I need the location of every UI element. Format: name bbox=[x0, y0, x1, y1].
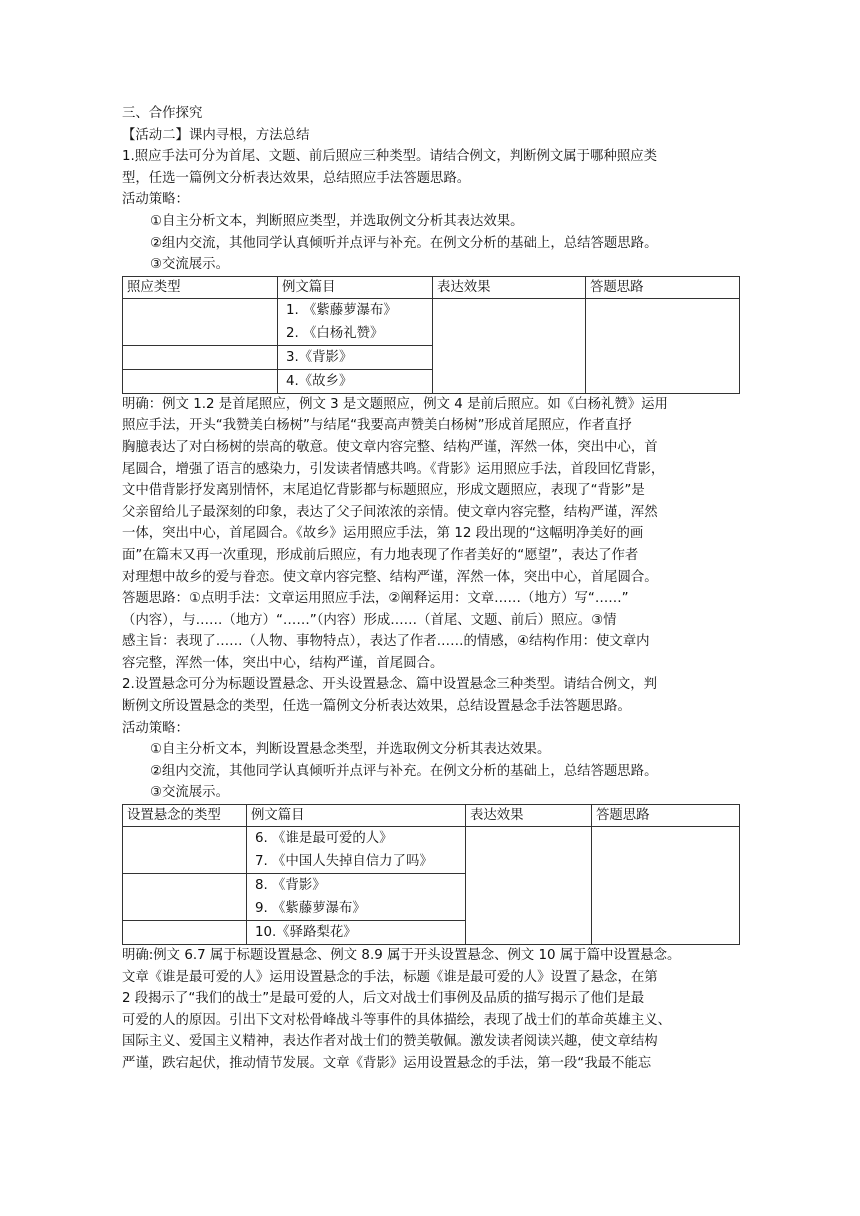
table-header: 照应类型 bbox=[123, 276, 278, 298]
q1-answer-line: 文中借背影抒发离别情怀，末尾追忆背影都与标题照应，形成文题照应，表现了“背影”是 bbox=[122, 483, 645, 499]
q1-answer-line: 尾圆合，增强了语言的感染力，引发读者情感共鸣。《背影》运用照应手法，首段回忆背影， bbox=[122, 461, 665, 477]
q2-answer-line: 文章《谁是最可爱的人》运用设置悬念的手法，标题《谁是最可爱的人》设置了悬念，在第 bbox=[122, 969, 658, 985]
table-header: 设置悬念的类型 bbox=[123, 805, 247, 827]
table-cell bbox=[247, 874, 466, 921]
table-item: 3.《背影》 bbox=[286, 349, 353, 365]
table-cell bbox=[278, 345, 433, 369]
table-item: 4.《故乡》 bbox=[286, 373, 353, 389]
q1-answer-line: 一体，突出中心，首尾圆合。《故乡》运用照应手法，第 12 段出现的“这幅明净美好的画 bbox=[122, 526, 644, 542]
q1-answer-line: 父亲留给儿子最深刻的印象，表达了父子间浓浓的亲情。使文章内容完整，结构严谨，浑然 bbox=[122, 504, 658, 520]
table-cell bbox=[123, 921, 247, 945]
q1-answer-line: 面”在篇末又再一次重现，形成前后照应，有力地表现了作者美好的“愿望”，表达了作者 bbox=[122, 547, 639, 563]
table-cell bbox=[123, 827, 247, 874]
table-cell bbox=[123, 345, 278, 369]
table-cell bbox=[123, 298, 278, 345]
q1-table bbox=[122, 276, 740, 394]
section-title: 三、合作探究 bbox=[122, 106, 203, 121]
q2-table bbox=[122, 804, 740, 945]
q1-answer-line: 照应手法，开头“我赞美白杨树”与结尾“我要高声赞美白杨树”形成首尾照应，作者直抒 bbox=[122, 418, 632, 434]
q1-answer-line: 答题思路：①点明手法：文章运用照应手法，②阐释运用：文章……（地方）写“……” bbox=[122, 591, 629, 607]
q2-strategy: ③交流展示。 bbox=[150, 785, 229, 801]
table-cell bbox=[247, 921, 466, 945]
activity-title: 【活动二】课内寻根，方法总结 bbox=[122, 127, 310, 143]
table-cell bbox=[466, 827, 592, 945]
q2-answer-line: 可爱的人的原因。引出下文对松骨峰战斗等事件的具体描绘，表现了战士们的革命英雄主义、 bbox=[122, 1012, 672, 1028]
table-item: 1. 《紫藤萝瀑布》 bbox=[286, 302, 397, 318]
table-header: 答题思路 bbox=[592, 805, 740, 827]
q2-line: 2.设置悬念可分为标题设置悬念、开头设置悬念、篇中设置悬念三种类型。请结合例文，判 bbox=[122, 677, 658, 693]
table-item: 6. 《谁是最可爱的人》 bbox=[255, 831, 393, 847]
table-cell bbox=[123, 369, 278, 393]
q2-answer-line: 2 段揭示了“我们的战士”是最可爱的人，后文对战士们事例及品质的描写揭示了他们是最 bbox=[122, 991, 645, 1007]
table-item: 9. 《紫藤萝瀑布》 bbox=[255, 901, 366, 917]
q2-strategy: ①自主分析文本，判断设置悬念类型，并选取例文分析其表达效果。 bbox=[150, 742, 551, 758]
table-cell bbox=[278, 298, 433, 345]
table-item: 10.《驿路梨花》 bbox=[255, 925, 357, 941]
table-cell bbox=[247, 827, 466, 874]
table-header: 表达效果 bbox=[466, 805, 592, 827]
q1-line: 1.照应手法可分为首尾、文题、前后照应三种类型。请结合例文，判断例文属于哪种照应类 bbox=[122, 149, 658, 165]
table-cell bbox=[586, 298, 740, 393]
q2-strategy-label: 活动策略： bbox=[122, 720, 189, 736]
table-item: 8. 《背影》 bbox=[255, 878, 326, 894]
q1-strategy: ①自主分析文本，判断照应类型，并选取例文分析其表达效果。 bbox=[150, 213, 524, 229]
q1-answer-line: 胸臆表达了对白杨树的崇高的敬意。使文章内容完整、结构严谨，浑然一体，突出中心，首 bbox=[122, 439, 658, 455]
q2-answer-line: 严谨，跌宕起伏，推动情节发展。文章《背影》运用设置悬念的手法，第一段“我最不能忘 bbox=[122, 1056, 652, 1071]
table-cell bbox=[433, 298, 586, 393]
q1-answer-line: 对理想中故乡的爱与眷恋。使文章内容完整、结构严谨，浑然一体，突出中心，首尾圆合。 bbox=[122, 569, 658, 585]
table-item: 7. 《中国人失掉自信力了吗》 bbox=[255, 854, 433, 870]
q2-answer-line: 明确:例文 6.7 属于标题设置悬念、例文 8.9 属于开头设置悬念、例文 10 属于篇中设置悬念。 bbox=[122, 948, 681, 964]
document-page bbox=[122, 103, 740, 1075]
table-header: 答题思路 bbox=[586, 276, 740, 298]
table-header: 例文篇目 bbox=[247, 805, 466, 827]
q1-strategy: ②组内交流，其他同学认真倾听并点评与补充。在例文分析的基础上，总结答题思路。 bbox=[150, 235, 658, 251]
q2-strategy: ②组内交流，其他同学认真倾听并点评与补充。在例文分析的基础上，总结答题思路。 bbox=[150, 763, 658, 779]
q1-answer-line: 感主旨：表现了……（人物、事物特点），表达了作者……的情感，④结构作用：使文章内 bbox=[122, 634, 650, 650]
q1-strategy-label: 活动策略： bbox=[122, 192, 189, 208]
q1-answer-line: 明确：例文 1.2 是首尾照应，例文 3 是文题照应，例文 4 是前后照应。如《白杨礼赞》运用 bbox=[122, 396, 668, 412]
q1-line: 型，任选一篇例文分析表达效果，总结照应手法答题思路。 bbox=[122, 170, 471, 186]
q2-answer-line: 国际主义、爱国主义精神，表达作者对战士们的赞美敬佩。激发读者阅读兴趣，使文章结构 bbox=[122, 1034, 658, 1050]
table-header: 例文篇目 bbox=[278, 276, 433, 298]
table-item: 2. 《白杨礼赞》 bbox=[286, 325, 384, 341]
table-cell bbox=[123, 874, 247, 921]
q1-answer-line: （内容），与……（地方）“……”（内容）形成……（首尾、文题、前后）照应。③情 bbox=[122, 612, 617, 628]
table-cell bbox=[278, 369, 433, 393]
q1-strategy: ③交流展示。 bbox=[150, 257, 229, 273]
q2-line: 断例文所设置悬念的类型，任选一篇例文分析表达效果，总结设置悬念手法答题思路。 bbox=[122, 699, 631, 715]
q1-answer-line: 容完整，浑然一体，突出中心，结构严谨，首尾圆合。 bbox=[122, 655, 444, 671]
table-cell bbox=[592, 827, 740, 945]
table-header: 表达效果 bbox=[433, 276, 586, 298]
